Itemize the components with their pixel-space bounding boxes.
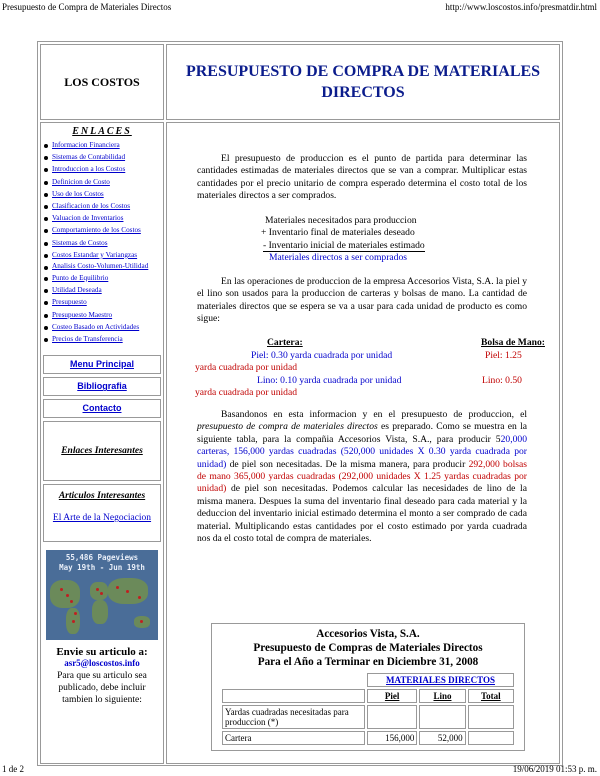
budget-text-red: 292,000 bolsas de mano 365,000 yardas cuadradas (292,000 unidades X 1.25 yardas cuadradas por unidad) — [197, 458, 528, 495]
row-label: Yardas cuadradas necesitadas para produccion (*) — [222, 705, 365, 729]
link-uso-costos[interactable]: Uso de los Costos — [52, 189, 104, 198]
link-analisis-cvu[interactable]: Analisis Costo-Volumen-Utilidad — [52, 262, 149, 271]
link-precios-transferencia[interactable]: Precios de Transferencia — [52, 335, 123, 344]
materials-table — [220, 671, 516, 747]
page-count: 1 de 2 — [2, 764, 24, 774]
link-introduccion-costos[interactable]: Introduccion a los Costos — [52, 165, 126, 174]
contacto-link[interactable]: Contacto — [82, 403, 122, 414]
site-name: LOS COSTOS — [40, 44, 164, 120]
piel-bolsa-wrap — [195, 350, 535, 375]
budget-table — [211, 623, 525, 751]
link-utilidad-deseada[interactable]: Utilidad Deseada — [52, 286, 102, 295]
table-title: Presupuesto de Compras de Materiales Directos — [253, 642, 483, 654]
enlaces-interesantes-box — [43, 421, 161, 481]
enlaces-interesantes-title: Enlaces Interesantes — [61, 446, 143, 457]
link-sistemas-costos[interactable]: Sistemas de Costos — [52, 238, 108, 247]
sidebar-item — [43, 212, 161, 224]
col-lino: Lino — [419, 689, 465, 703]
sidebar-title: ENLACES — [72, 126, 132, 137]
lino-bolsa: Lino: 0.50 yarda cuadrada por unidad — [195, 375, 522, 399]
bibliografia-box — [43, 377, 161, 396]
link-presupuesto[interactable]: Presupuesto — [52, 298, 87, 307]
print-header — [0, 0, 600, 14]
envie-title: Envie su articulo a: — [56, 646, 148, 659]
table-row — [222, 705, 514, 729]
bolsa-heading: Bolsa de Mano: — [481, 337, 545, 348]
intro-paragraph: El presupuesto de produccion es el punto de partida para determinar las cantidades estimadas de materiales directos que se van a comprar. Multiplicar estas cantidades por el precio unitario de compra esperado determina el costo total de los materiales directos a ser comprados. — [197, 153, 527, 202]
link-comportamiento-costos[interactable]: Comportamiento de los Costos — [52, 226, 141, 235]
budget-text-3: de piel son necesitadas. De la misma manera, para producir — [226, 458, 469, 470]
sidebar-item — [43, 261, 161, 272]
budget-text-em: presupuesto de compra de materiales directos — [197, 421, 378, 433]
sidebar-item — [43, 272, 161, 284]
map-pageviews: 55,486 Pageviews — [65, 553, 139, 563]
cartera-heading: Cartera: — [267, 337, 303, 348]
sidebar-item — [43, 309, 161, 321]
link-clasificacion-costos[interactable]: Clasificacion de los Costos — [52, 202, 131, 211]
budget-text-2: es preparado. Como se muestra en la siguiente tabla, para la compañia Accesorios Vista, S.A., para producir 5 — [197, 421, 528, 445]
budget-paragraph — [197, 409, 527, 545]
budget-text-blue: 20,000 carteras, 156,000 yardas cuadradas (520,000 unidades X 0.30 yarda cuadrada por unidad) — [197, 433, 527, 470]
link-informacion-financiera[interactable]: Informacion Financiera — [52, 141, 120, 149]
sidebar-item — [43, 284, 161, 296]
envie-email[interactable]: asr5@loscostos.info — [64, 658, 140, 669]
link-punto-equilibrio[interactable]: Punto de Equilibrio — [52, 274, 109, 283]
print-footer — [0, 762, 600, 776]
lino-cartera: Lino: 0.10 yarda cuadrada por unidad — [257, 375, 402, 386]
row-label: Cartera — [222, 731, 365, 745]
calc-line-3 — [263, 240, 493, 252]
link-costeo-actividades[interactable]: Costeo Basado en Actividades — [52, 322, 140, 331]
contacto-box — [43, 399, 161, 418]
articulos-interesantes-title: Articulos Interesantes — [58, 491, 146, 502]
link-definicion-costo[interactable]: Definicion de Costo — [52, 177, 110, 186]
menu-principal-box — [43, 355, 161, 374]
sidebar-item — [43, 163, 161, 175]
sidebar-item — [43, 237, 161, 249]
sidebar-item — [43, 333, 161, 345]
sidebar-item — [43, 176, 161, 188]
sidebar-item — [43, 296, 161, 308]
calc-line-1: Materiales necesitados para produccion — [265, 215, 417, 226]
print-header-url: http://www.loscostos.info/presmatdir.html — [445, 2, 597, 12]
bibliografia-link[interactable]: Bibliografia — [77, 381, 127, 392]
piel-bolsa: Piel: 1.25 yarda cuadrada por unidad — [195, 350, 522, 374]
cartera-lino: 52,000 — [419, 731, 465, 745]
page-layout — [37, 41, 563, 766]
articulo-link[interactable]: El Arte de la Negociacion — [52, 513, 152, 524]
table-row — [222, 731, 514, 745]
visitor-map[interactable] — [46, 550, 158, 640]
group-header: MATERIALES DIRECTOS — [367, 673, 514, 687]
main-content — [166, 122, 560, 764]
sidebar-item — [43, 224, 161, 236]
sidebar-item — [43, 139, 161, 151]
print-timestamp: 19/06/2019 01:53 p. m. — [512, 764, 597, 774]
budget-text-4: de piel son necesitadas. Podemos calcular las necesidades de lino de la misma manera. Despues la suma del inventario final deseado para cada material y la deduccion del inventario inicial estimado determina el monto a ser comprado de cada material. Multiplicando estas cantidades por el costo estimado por yarda cuadrada nos da el costo total de compra de materiales. — [197, 483, 527, 545]
piel-cartera: Piel: 0.30 yarda cuadrada por unidad — [251, 350, 393, 361]
table-heading — [212, 624, 524, 671]
calc-line-3-text: - Inventario inicial de materiales estimado — [263, 240, 425, 251]
sidebar-item — [43, 200, 161, 212]
cartera-piel: 156,000 — [367, 731, 417, 745]
sidebar-item — [43, 321, 161, 333]
table-period: Para el Año a Terminar en Diciembre 31, 2008 — [257, 656, 479, 668]
col-total: Total — [468, 689, 514, 703]
sidebar-item — [43, 249, 161, 261]
sidebar-item — [43, 151, 161, 163]
print-header-title: Presupuesto de Compra de Materiales Directos — [2, 2, 172, 12]
calc-line-4: Materiales directos a ser comprados — [269, 252, 407, 263]
envie-description: Para que su articulo sea publicado, debe incluir tambien lo siguiente: — [57, 671, 147, 706]
lino-bolsa-wrap — [195, 375, 535, 400]
map-date-range: May 19th - Jun 19th — [59, 563, 145, 573]
page-title: PRESUPUESTO DE COMPRA DE MATERIALES DIRECTOS — [166, 44, 560, 120]
example-paragraph: En las operaciones de produccion de la empresa Accesorios Vista, S.A. la piel y el lino son usados para la produccion de carteras y bolsas de mano. La cantidad de materiales directos que se espera se va a usar para cada unidad de producto es como sigue: — [197, 276, 527, 325]
link-sistemas-contabilidad[interactable]: Sistemas de Contabilidad — [52, 153, 126, 162]
sidebar-item — [43, 188, 161, 200]
link-presupuesto-maestro[interactable]: Presupuesto Maestro — [52, 310, 113, 319]
table-company: Accesorios Vista, S.A. — [316, 628, 420, 640]
link-costos-estandar[interactable]: Costos Estandar y Variangzas — [52, 250, 138, 259]
link-valuacion-inventarios[interactable]: Valuacion de Inventarios — [52, 214, 124, 223]
menu-principal-link[interactable]: Menu Principal — [69, 359, 134, 370]
budget-text-1: Basandonos en esta informacion y en el presupuesto de produccion, el — [221, 409, 527, 420]
sidebar — [40, 122, 164, 764]
articulos-box — [43, 484, 161, 542]
col-piel: Piel — [367, 689, 417, 703]
calc-line-2: + Inventario final de materiales deseado — [261, 227, 415, 238]
sidebar-links — [43, 139, 161, 345]
